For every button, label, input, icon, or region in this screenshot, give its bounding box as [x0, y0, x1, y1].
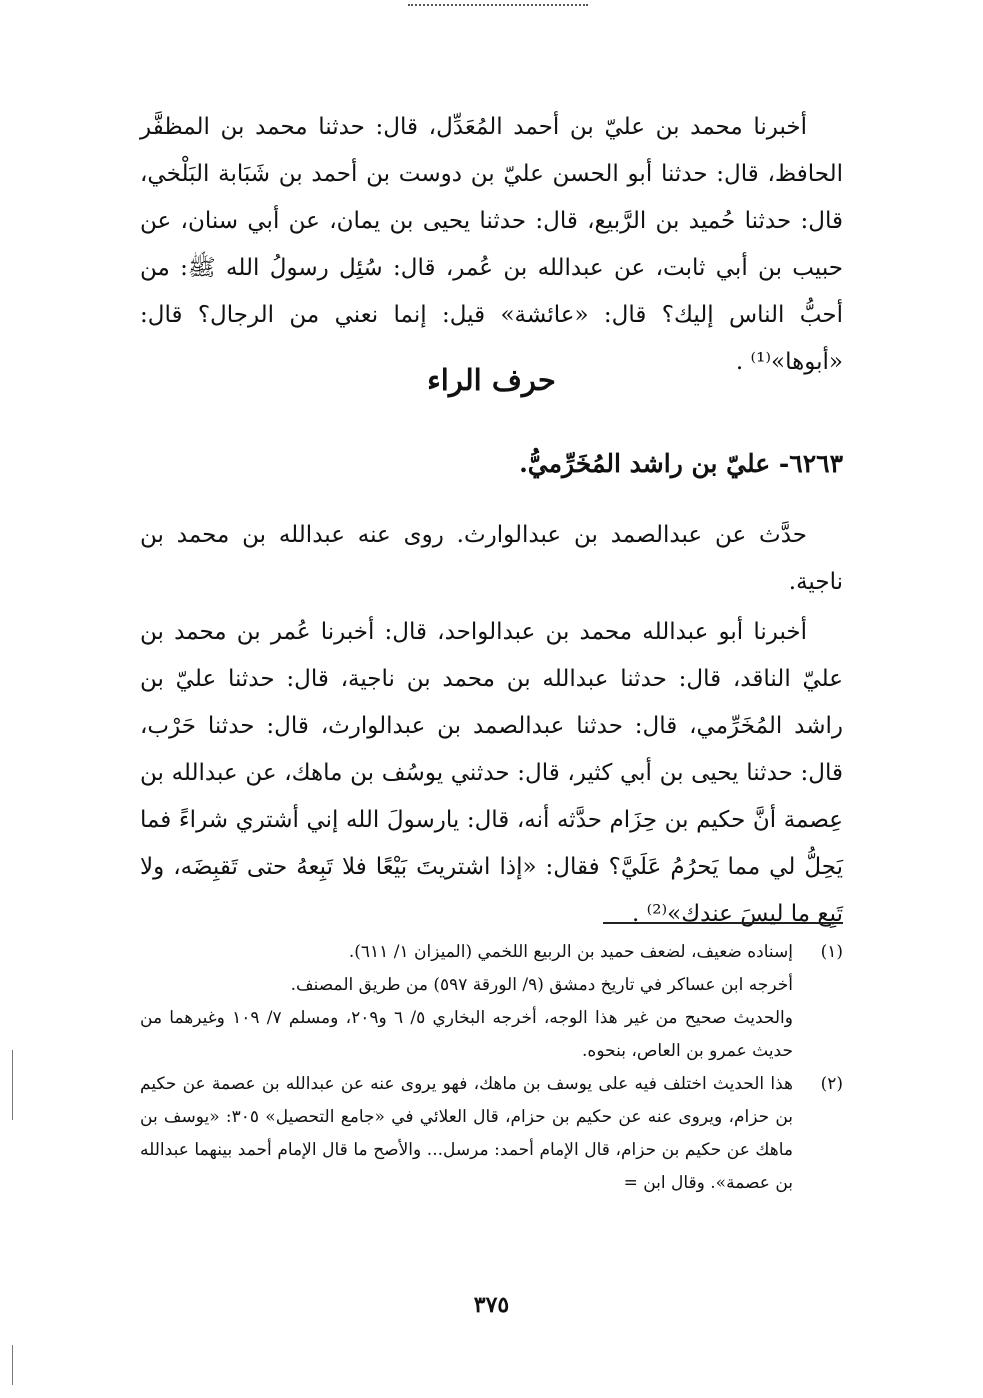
paragraph-third — [140, 609, 843, 938]
footnote-number: (٢) — [820, 1074, 843, 1094]
paragraph-first — [140, 104, 843, 386]
footnote-text — [140, 1068, 793, 1200]
entry-heading: ٦٢٦٣- عليّ بن راشد المُخَرِّميُّ. — [519, 449, 843, 478]
paragraph-text: أخبرنا محمد بن عليّ بن أحمد المُعَدِّل، قال: حدثنا محمد بن المظفَّر الحافظ، قال: حدثنا أبو الحسن عليّ بن دوست بن أحمد بن شَبَابة البَلْخي، قال: حدثنا حُميد بن الرَّبيع، قال: حدثنا يحيى بن يمان، عن أبي سنان، عن حبيب بن أبي ثابت، عن عبدالله بن عُمر، قال: سُئِل رسولُ الله ﷺ: من أحبُّ الناس إليك؟ قال: «عائشة» قيل: إنما نعني من الرجال؟ قال: «أبوها»⁽¹⁾ . — [140, 114, 843, 375]
footnote-line: والحديث صحيح من غير هذا الوجه، أخرجه البخاري ٥/ ٦ و٢٠٩، ومسلم ٧/ ١٠٩ وغيرهما من حديث عمرو بن العاص، بنحوه. — [140, 1008, 793, 1061]
footnote-line: إسناده ضعيف، لضعف حميد بن الربيع اللخمي (الميزان ١/ ٦١١). — [348, 942, 793, 962]
footnote-line: أخرجه ابن عساكر في تاريخ دمشق (٩/ الورقة ٥٩٧) من طريق المصنف. — [290, 975, 793, 995]
paragraph-second — [140, 512, 843, 606]
footnotes — [140, 936, 843, 1200]
footnote-number: (١) — [820, 942, 843, 962]
paragraph-text: أخبرنا أبو عبدالله محمد بن عبدالواحد، قال: أخبرنا عُمر بن محمد بن عليّ الناقد، قال: حدثنا عبدالله بن محمد بن ناجية، قال: حدثنا عليّ بن راشد المُخَرِّمي، قال: حدثنا عبدالصمد بن عبدالوارث، قال: حدثنا حَرْب، قال: حدثنا يحيى بن أبي كثير، قال: حدثني يوسُف بن ماهك، عن عبدالله بن عِصمة أنَّ حكيم بن حِزَام حدَّثه أنه، قال: يارسولَ الله إني أشتري شراءً فما يَحِلُّ لي مما يَحرُمُ عَلَيَّ؟ فقال: «إذا اشتريتَ بَيْعًا فلا تَبِعهُ حتى تَقبِضَه، ولا تَبِع ما ليسَ عندك»⁽²⁾ . — [140, 619, 843, 927]
section-title: حرف الراء — [427, 363, 556, 397]
paragraph-text: حدَّث عن عبدالصمد بن عبدالوارث. روى عنه عبدالله بن محمد بن ناجية. — [140, 522, 843, 595]
footnote-text — [140, 936, 793, 1068]
footnote-2 — [140, 1068, 843, 1200]
footnote-divider — [603, 922, 843, 924]
page-number: ٣٧٥ — [473, 1292, 510, 1318]
footnote-1 — [140, 936, 843, 1068]
footnote-line: هذا الحديث اختلف فيه على يوسف بن ماهك، فهو يروى عنه عن عبدالله بن عصمة عن حكيم بن حزام، ويروى عنه عن حكيم بن حزام، قال العلائي في «جامع التحصيل» ٣٠٥: «يوسف بن ماهك عن حكيم بن حزام، قال الإمام أحمد: مرسل... والأصح ما قال الإمام أحمد بينهما عبدالله بن عصمة». وقال ابن = — [140, 1074, 793, 1193]
margin-line — [12, 1345, 13, 1385]
margin-line — [12, 1050, 13, 1120]
top-edge-mark — [408, 4, 588, 9]
